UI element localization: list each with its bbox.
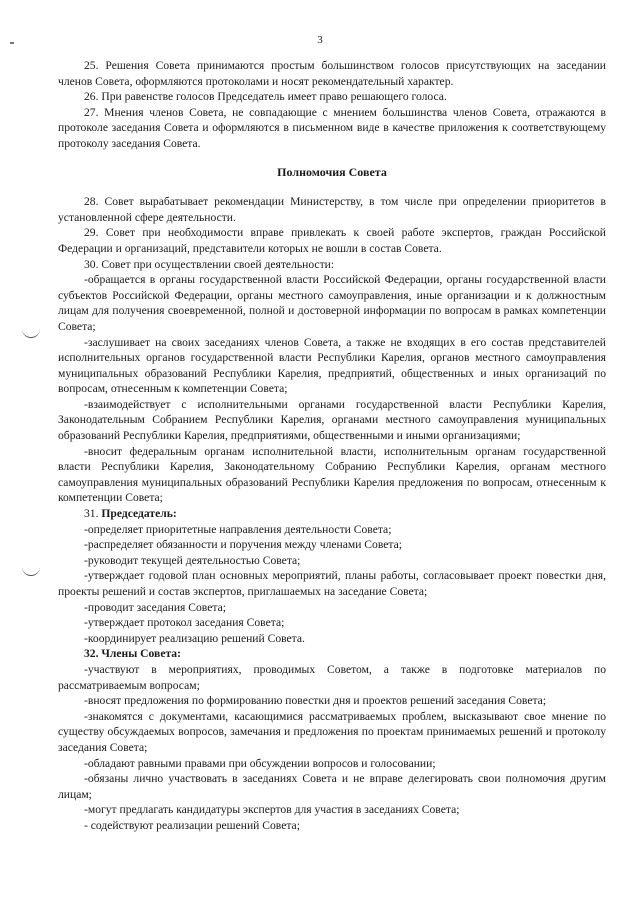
binding-hole-mark <box>22 565 40 576</box>
section-heading: Полномочия Совета <box>277 164 387 179</box>
list-item: -проводит заседания Совета; <box>84 600 226 614</box>
list-item: -утверждает протокол заседания Совета; <box>84 616 285 630</box>
list-item: -обращается в органы государственной власти Российской Федерации, органы государственной власти субъектов Российской Федерации, органы местного самоуправления, иные организации и к должностным лицам для получения своевременной, полной и достоверной информации по вопросам в рамках компетенции Совета; <box>58 273 606 333</box>
list-item: -вносит федеральным органам исполнительной власти, исполнительным органам государственной власти Республики Карелия, Законодательному Собранию Республики Карелия, органам местного самоуправления муниципальных образований Республики Карелия предложения по вопросам, отнесенным к компетенции Совета; <box>58 444 606 505</box>
list-item: -обладают равными правами при обсуждении вопросов и голосовании; <box>84 756 436 770</box>
list-item: -могут предлагать кандидатуры экспертов для участия в заседаниях Совета; <box>84 803 460 817</box>
paragraph-31 <box>58 506 606 522</box>
paragraph-25: 25. Решения Совета принимаются простым большинством голосов присутствующих на заседании членов Совета, оформляются протоколами и носят рекомендательный характер. <box>58 59 606 88</box>
list-item: -знакомятся с документами, касающимися рассматриваемых проблем, высказывают свое мнение по существу обсуждаемых вопросов, замечания и предложения по проектам принимаемых решений и протоколу заседания Совета; <box>58 709 606 754</box>
list-item: -участвуют в мероприятиях, проводимых Советом, а также в подготовке материалов по рассматриваемым вопросам; <box>58 662 606 692</box>
paragraph-27: 27. Мнения членов Совета, не совпадающие с мнением большинства членов Совета, отражаются в протоколе заседания Совета и оформляются в письменном виде в качестве приложения к соответствующему протоколу заседания Совета. <box>58 105 606 150</box>
list-item: -координирует реализацию решений Совета. <box>84 631 305 645</box>
paragraph-30: 30. Совет при осуществлении своей деятельности: <box>84 257 335 271</box>
list-item: -руководит текущей деятельностью Совета; <box>84 553 301 567</box>
paragraph-26: 26. При равенстве голосов Председатель имеет право решающего голоса. <box>84 90 447 104</box>
list-item: - содействуют реализации решений Совета; <box>84 818 300 832</box>
list-item: -вносят предложения по формированию повестки дня и проектов решений заседания Совета; <box>84 694 547 708</box>
binding-hole-mark <box>22 327 40 338</box>
chairman-number: 31. <box>84 507 99 521</box>
paragraph-28: 28. Совет вырабатывает рекомендации Министерству, в том числе при определении приоритетов в установленной сфере деятельности. <box>58 195 606 224</box>
list-item: -взаимодействует с исполнительными органами государственной власти Республики Карелия, Законодательным Собранием Республики Карелия, органами местного самоуправления муниципальных образований Республики Карелия, предприятиями, общественными и иными организациями; <box>58 397 606 443</box>
list-item: -обязаны лично участвовать в заседаниях Совета и не вправе делегировать свои полномочия другим лицам; <box>58 772 606 801</box>
page-number: 3 <box>317 34 323 46</box>
chairman-title: Председатель: <box>101 507 177 521</box>
members-title: 32. Члены Совета: <box>84 647 181 661</box>
list-item: -определяет приоритетные направления деятельности Совета; <box>84 522 392 536</box>
list-item: -заслушивает на своих заседаниях членов Совета, а также не входящих в его состав представителей исполнительных органов государственной власти Республики Карелия, органов местного самоуправления муниципальных образований Республики Карелия, предприятий, общественных и иных организаций по вопросам, отнесенным к компетенции Совета; <box>58 335 606 396</box>
paragraph-29: 29. Совет при необходимости вправе привлекать к своей работе экспертов, граждан Российской Федерации и организаций, представители которых не вошли в состав Совета. <box>58 226 606 255</box>
list-item: -распределяет обязанности и поручения между членами Совета; <box>84 538 402 552</box>
document-body <box>58 58 606 834</box>
list-item: -утверждает годовой план основных мероприятий, планы работы, согласовывает проект повестки дня, проекты решений и состав экспертов, приглашаемых на заседание Совета; <box>58 569 606 598</box>
